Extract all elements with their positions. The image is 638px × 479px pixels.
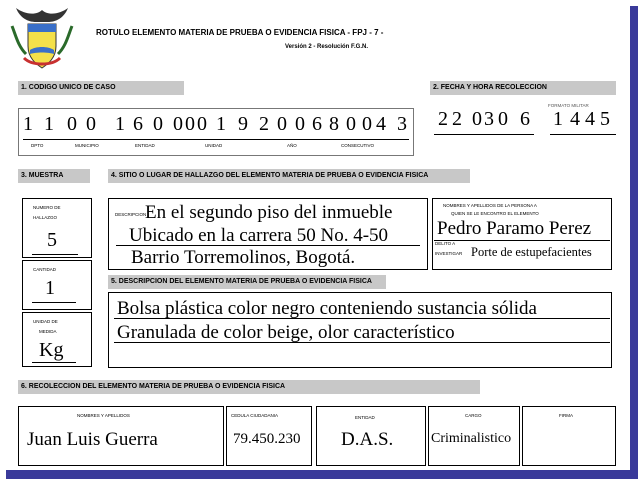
- cantidad-label: CANTIDAD: [33, 267, 57, 272]
- date-digit: 3: [484, 108, 494, 130]
- case-code-digit: 0: [67, 113, 77, 135]
- col-header-firma: FIRMA: [559, 413, 573, 418]
- cantidad-value: 1: [45, 277, 55, 299]
- col-header-cedula: CEDULA CIUDADANIA: [231, 413, 279, 418]
- section-5-label: 5. DESCRIPCION DEL ELEMENTO MATERIA DE PRUEBA O EVIDENCIA FISICA: [108, 275, 386, 289]
- case-code-digit: 8: [329, 113, 339, 135]
- numero-hallazgo-box: [22, 198, 92, 258]
- sublabel-entidad: ENTIDAD: [135, 143, 155, 148]
- page-shadow-right: [630, 6, 638, 479]
- time-digit: 4: [585, 108, 595, 130]
- format-label: FORMATO MILITAR: [548, 103, 589, 108]
- sublabel-ano: AÑO: [287, 143, 297, 148]
- page-shadow-bottom: [6, 470, 638, 479]
- numero-underline: [32, 254, 78, 255]
- case-code-digit: 0: [173, 113, 183, 135]
- col-header-cargo: CARGO: [465, 413, 482, 418]
- case-code-digit: 0: [185, 113, 195, 135]
- collector-signature-cell: [522, 406, 616, 466]
- case-code-digit: 0: [277, 113, 287, 135]
- time-underline: [550, 134, 616, 135]
- element-line-2: Granulada de color beige, olor característico: [117, 322, 455, 343]
- cantidad-underline: [32, 302, 76, 303]
- numero-label-2: HALLAZGO: [33, 215, 58, 220]
- section-2-label: 2. FECHA Y HORA RECOLECCION: [430, 81, 616, 95]
- persona-label-2: QUIEN SE LE ENCONTRO EL ELEMENTO: [451, 211, 539, 216]
- case-code-digit: 6: [133, 113, 143, 135]
- element-underline-1: [114, 318, 610, 319]
- collector-role-cell: [428, 406, 520, 466]
- collector-entity-value: D.A.S.: [341, 429, 394, 450]
- location-line-3: Barrio Torremolinos, Bogotá.: [131, 247, 356, 268]
- col-header-entidad: ENTIDAD: [355, 415, 375, 420]
- persona-value: Pedro Paramo Perez: [437, 218, 592, 239]
- location-line-2: Ubicado en la carrera 50 No. 4-50: [129, 225, 389, 246]
- date-digit: 2: [452, 108, 462, 130]
- date-time-digits: [434, 108, 618, 134]
- unidad-underline: [32, 362, 76, 363]
- case-code-digit: 0: [362, 113, 372, 135]
- time-digit: 1: [553, 108, 563, 130]
- section-4-label: 4. SITIO O LUGAR DE HALLAZGO DEL ELEMENTO MATERIA DE PRUEBA O EVIDENCIA FISICA: [108, 169, 470, 183]
- section-6-label: 6. RECOLECCION DEL ELEMENTO MATERIA DE PRUEBA O EVIDENCIA FISICA: [18, 380, 480, 394]
- date-digit: 2: [438, 108, 448, 130]
- element-underline-2: [114, 342, 610, 343]
- section-3-label: 3. MUESTRA: [18, 169, 90, 183]
- date-digit: 0: [498, 108, 508, 130]
- case-code-digit: 9: [238, 113, 248, 135]
- persona-label-1: NOMBRES Y APELLIDOS DE LA PERSONA A: [443, 203, 537, 208]
- descripcion-box: [108, 198, 428, 270]
- collector-id-value: 79.450.230: [233, 431, 301, 447]
- numero-label-1: NUMERO DE: [33, 205, 61, 210]
- unidad-label-1: UNIDAD DE: [33, 319, 58, 324]
- case-code-digit: 1: [115, 113, 125, 135]
- form-version: Versión 2 - Resolución F.G.N.: [285, 44, 369, 50]
- location-underline: [116, 245, 420, 246]
- case-code-digit: 0: [86, 113, 96, 135]
- coat-of-arms-icon: [6, 6, 78, 72]
- delito-label-1: DELITO A: [435, 241, 456, 246]
- section-1-label: 1. CODIGO UNICO DE CASO: [18, 81, 184, 95]
- sublabel-unidad: UNIDAD: [205, 143, 223, 148]
- case-code-digits: [19, 113, 415, 137]
- element-line-1: Bolsa plástica color negro conteniendo sustancia sólida: [117, 298, 537, 319]
- col-header-nombres: NOMBRES Y APELLIDOS: [77, 413, 130, 418]
- case-code-digit: 6: [312, 113, 322, 135]
- case-code-digit: 1: [23, 113, 33, 135]
- unidad-label-2: MEDIDA: [39, 329, 57, 334]
- date-underline: [434, 134, 534, 135]
- case-code-digit: 3: [397, 113, 407, 135]
- case-code-digit: 1: [216, 113, 226, 135]
- collector-table: [18, 406, 618, 466]
- case-code-digit: 1: [44, 113, 54, 135]
- numero-value: 5: [47, 229, 57, 251]
- case-code-digit: 0: [346, 113, 356, 135]
- case-code-digit: 0: [295, 113, 305, 135]
- sublabel-consecutivo: CONSECUTIVO: [341, 143, 375, 148]
- case-code-divider: [23, 139, 409, 140]
- time-digit: 4: [570, 108, 580, 130]
- sublabel-dpto: DPTO: [31, 143, 44, 148]
- collector-name-cell: [18, 406, 224, 466]
- unidad-box: [22, 312, 92, 367]
- case-code-digit: 2: [259, 113, 269, 135]
- collector-role-value: Criminalistico: [431, 431, 512, 446]
- collector-id-cell: [226, 406, 312, 466]
- date-digit: 0: [472, 108, 482, 130]
- case-code-digit: 0: [197, 113, 207, 135]
- persona-underline: [434, 240, 610, 241]
- location-line-1: En el segundo piso del inmueble: [145, 202, 393, 223]
- persona-box: [432, 198, 612, 270]
- case-code-digit: 0: [153, 113, 163, 135]
- form-title: ROTULO ELEMENTO MATERIA DE PRUEBA O EVIDENCIA FISICA - FPJ - 7 -: [96, 28, 384, 37]
- unidad-value: Kg: [39, 339, 64, 361]
- descripcion-label: DESCRIPCION: [115, 212, 147, 217]
- delito-label-2: INVESTIGAR: [435, 251, 463, 256]
- time-digit: 5: [600, 108, 610, 130]
- sublabel-municipio: MUNICIPIO: [75, 143, 99, 148]
- date-digit: 6: [520, 108, 530, 130]
- element-description-box: [108, 292, 612, 368]
- collector-entity-cell: [316, 406, 426, 466]
- case-code-box: [18, 108, 414, 156]
- delito-value: Porte de estupefacientes: [471, 245, 592, 259]
- collector-name-value: Juan Luis Guerra: [27, 429, 158, 450]
- case-code-digit: 4: [376, 113, 386, 135]
